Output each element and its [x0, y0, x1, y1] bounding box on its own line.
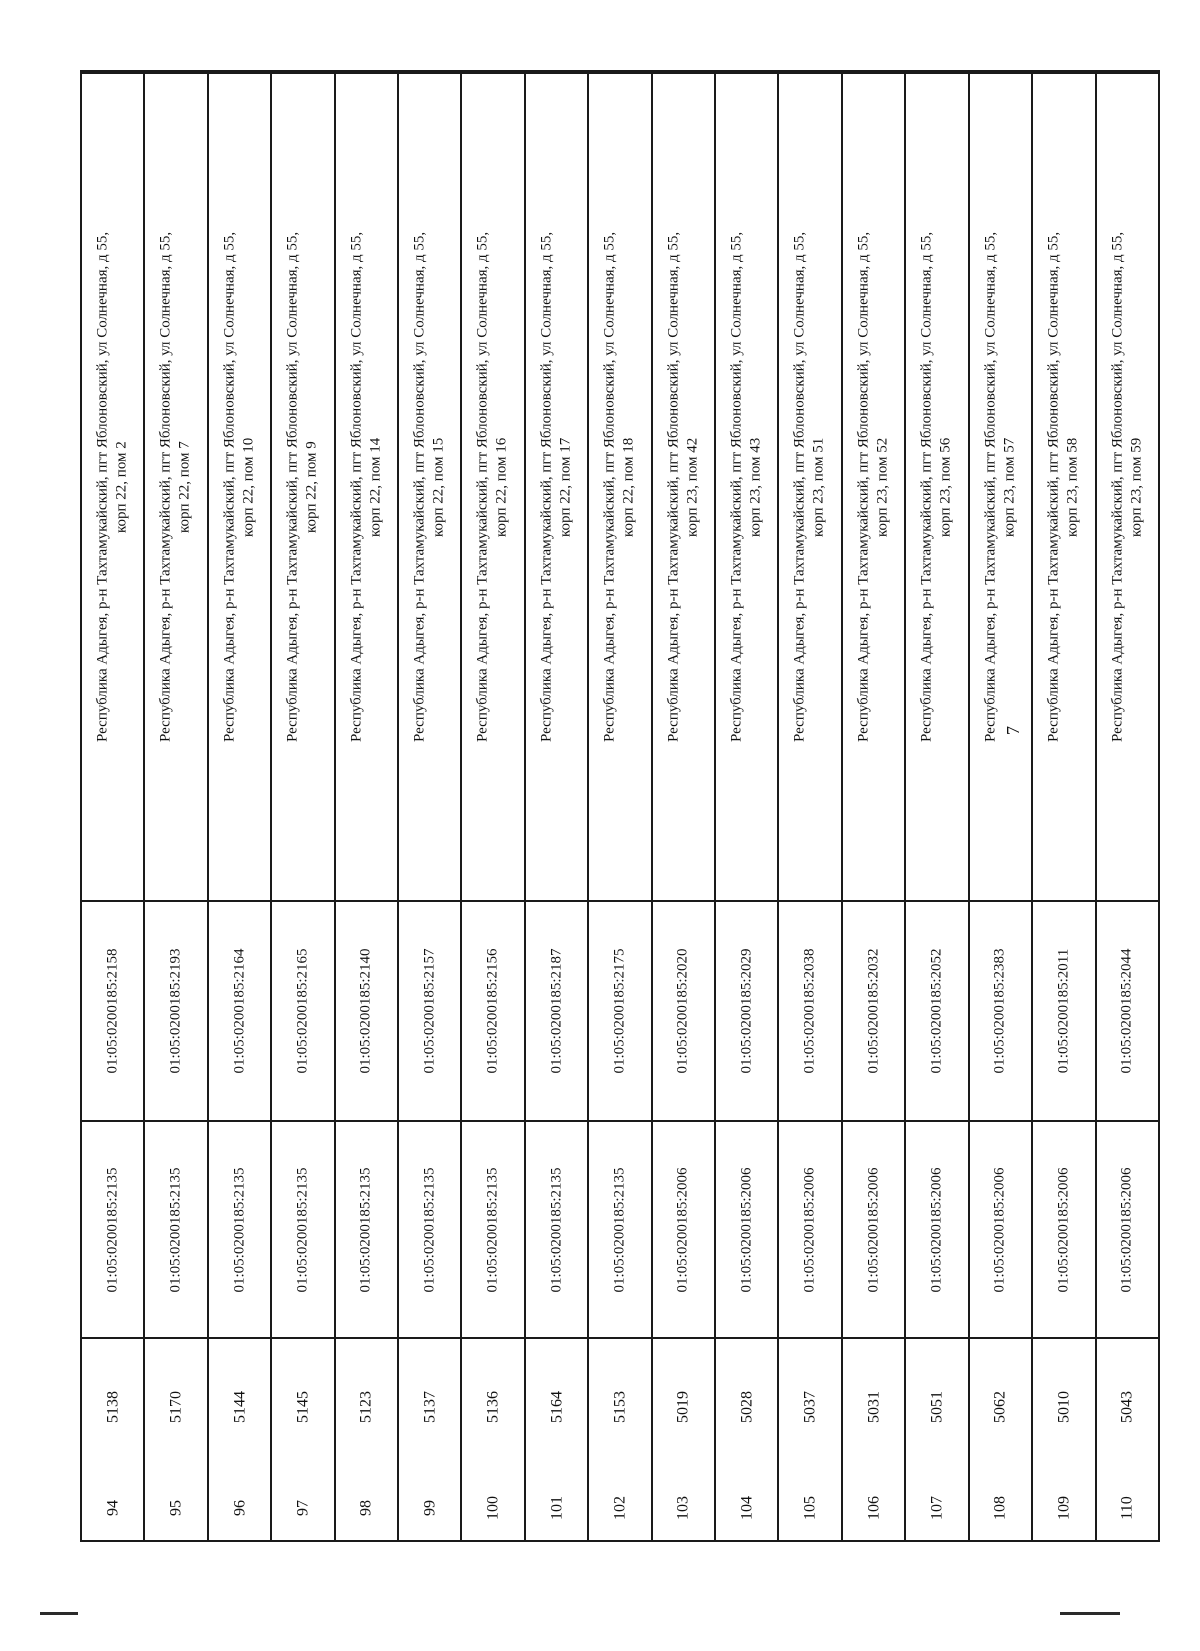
address-line-1: Республика Адыгея, р-н Тахтамукайский, пгт Яблоновский, ул Солнечная, д 55, [855, 231, 872, 743]
cadastral-number-cell [843, 900, 904, 1120]
address-cell [145, 72, 206, 900]
parent-cadastral-number-cell [272, 1120, 333, 1337]
address-text [340, 80, 393, 894]
cadastral-number-cell [906, 900, 967, 1120]
object-id: 5138 [104, 1391, 122, 1423]
address-line-2: корп 22, пом 16 [494, 437, 511, 537]
cadastral-number: 01:05:0200185:2140 [357, 948, 374, 1074]
cadastral-number: 01:05:0200185:2020 [674, 948, 691, 1074]
page-number: 7 [1003, 726, 1023, 735]
address-line-2: корп 23, пом 58 [1064, 437, 1081, 537]
object-id: 5153 [611, 1391, 629, 1423]
address-line-1: Республика Адыгея, р-н Тахтамукайский, пгт Яблоновский, ул Солнечная, д 55, [792, 231, 809, 743]
address-cell [906, 72, 967, 900]
object-id: 5170 [167, 1391, 185, 1423]
cadastral-number: 01:05:0200185:2029 [738, 948, 755, 1074]
cadastral-number: 01:05:0200185:2165 [294, 948, 311, 1074]
address-line-2: корп 22, пом 7 [177, 441, 194, 533]
address-text [86, 80, 139, 894]
parent-cadastral-number: 01:05:0200185:2006 [801, 1166, 818, 1293]
cadastral-number-cell [653, 900, 714, 1120]
property-table [80, 70, 1160, 1542]
row-number: 94 [104, 1499, 122, 1516]
parent-cadastral-number-cell [526, 1120, 587, 1337]
address-cell [209, 72, 270, 900]
address-cell [526, 72, 587, 900]
parent-cadastral-number-cell [779, 1120, 840, 1337]
address-cell [82, 72, 143, 900]
address-text [466, 80, 519, 894]
address-line-2: корп 22, пом 14 [367, 437, 384, 537]
address-cell [1033, 72, 1094, 900]
address-line-2: корп 23, пом 56 [937, 437, 954, 537]
cadastral-number-cell [589, 900, 650, 1120]
cadastral-number: 01:05:0200185:2156 [484, 948, 501, 1074]
object-id: 5137 [421, 1391, 439, 1423]
parent-cadastral-number-cell [1033, 1120, 1094, 1337]
table-row [716, 72, 779, 1540]
address-line-2: корп 22, пом 2 [113, 441, 130, 533]
parent-cadastral-number-cell [336, 1120, 397, 1337]
row-number-cell [653, 1475, 714, 1540]
parent-cadastral-number-cell [843, 1120, 904, 1337]
cadastral-number: 01:05:0200185:2193 [167, 948, 184, 1074]
address-cell [843, 72, 904, 900]
object-id-cell [589, 1337, 650, 1475]
row-number: 105 [801, 1495, 819, 1520]
object-id: 5019 [674, 1391, 692, 1423]
object-id: 5037 [801, 1391, 819, 1423]
cadastral-number: 01:05:0200185:2157 [421, 948, 438, 1074]
row-number: 106 [865, 1495, 883, 1520]
object-id-cell [336, 1337, 397, 1475]
parent-cadastral-number-cell [716, 1120, 777, 1337]
row-number: 98 [357, 1499, 375, 1516]
address-cell [272, 72, 333, 900]
object-id: 5010 [1055, 1391, 1073, 1423]
row-number: 109 [1055, 1495, 1073, 1520]
address-line-1: Республика Адыгея, р-н Тахтамукайский, пгт Яблоновский, ул Солнечная, д 55, [94, 231, 111, 743]
object-id: 5043 [1118, 1391, 1136, 1423]
address-text [974, 80, 1027, 894]
row-number: 110 [1118, 1495, 1136, 1520]
address-line-2: корп 23, пом 51 [811, 437, 828, 537]
row-number-cell [779, 1475, 840, 1540]
row-number-cell [82, 1475, 143, 1540]
row-number: 101 [548, 1495, 566, 1520]
table-row [1033, 72, 1096, 1540]
parent-cadastral-number-cell [1097, 1120, 1158, 1337]
row-number-cell [209, 1475, 270, 1540]
row-number-cell [906, 1475, 967, 1540]
object-id-cell [716, 1337, 777, 1475]
object-id: 5164 [548, 1391, 566, 1423]
object-id: 5145 [294, 1391, 312, 1423]
row-number-cell [399, 1475, 460, 1540]
parent-cadastral-number-cell [82, 1120, 143, 1337]
address-line-1: Республика Адыгея, р-н Тахтамукайский, пгт Яблоновский, ул Солнечная, д 55, [538, 231, 555, 743]
parent-cadastral-number: 01:05:0200185:2135 [357, 1166, 374, 1293]
cadastral-number: 01:05:0200185:2164 [231, 948, 248, 1074]
object-id: 5028 [738, 1391, 756, 1423]
cadastral-number: 01:05:0200185:2032 [865, 948, 882, 1074]
object-id-cell [970, 1337, 1031, 1475]
object-id: 5062 [991, 1391, 1009, 1423]
row-number: 107 [928, 1495, 946, 1520]
cadastral-number: 01:05:0200185:2052 [928, 948, 945, 1074]
object-id-cell [906, 1337, 967, 1475]
address-text [1037, 80, 1090, 894]
address-text [657, 80, 710, 894]
address-text [149, 80, 202, 894]
parent-cadastral-number-cell [970, 1120, 1031, 1337]
parent-cadastral-number-cell [589, 1120, 650, 1337]
parent-cadastral-number: 01:05:0200185:2006 [674, 1166, 691, 1293]
parent-cadastral-number-cell [906, 1120, 967, 1337]
row-number: 108 [991, 1495, 1009, 1520]
cadastral-number-cell [970, 900, 1031, 1120]
address-cell [336, 72, 397, 900]
parent-cadastral-number-cell [399, 1120, 460, 1337]
parent-cadastral-number: 01:05:0200185:2006 [991, 1166, 1008, 1293]
cadastral-number: 01:05:0200185:2011 [1055, 948, 1072, 1074]
parent-cadastral-number: 01:05:0200185:2006 [865, 1166, 882, 1293]
object-id-cell [399, 1337, 460, 1475]
address-line-1: Республика Адыгея, р-н Тахтамукайский, пгт Яблоновский, ул Солнечная, д 55, [411, 231, 428, 743]
object-id: 5031 [865, 1391, 883, 1423]
address-line-1: Республика Адыгея, р-н Тахтамукайский, пгт Яблоновский, ул Солнечная, д 55, [158, 231, 175, 743]
address-text [910, 80, 963, 894]
address-line-2: корп 23, пом 57 [1001, 437, 1018, 537]
parent-cadastral-number: 01:05:0200185:2135 [548, 1166, 565, 1293]
address-line-2: корп 22, пом 17 [557, 437, 574, 537]
object-id-cell [653, 1337, 714, 1475]
row-number: 97 [294, 1499, 312, 1516]
table-row [970, 72, 1033, 1540]
row-number-cell [589, 1475, 650, 1540]
object-id-cell [843, 1337, 904, 1475]
parent-cadastral-number: 01:05:0200185:2006 [1118, 1166, 1135, 1293]
address-line-1: Республика Адыгея, р-н Тахтамукайский, пгт Яблоновский, ул Солнечная, д 55, [601, 231, 618, 743]
object-id-cell [272, 1337, 333, 1475]
address-line-2: корп 22, пом 10 [240, 437, 257, 537]
address-line-2: корп 23, пом 52 [874, 437, 891, 537]
row-number-cell [272, 1475, 333, 1540]
row-number-cell [462, 1475, 523, 1540]
address-line-1: Республика Адыгея, р-н Тахтамукайский, пгт Яблоновский, ул Солнечная, д 55, [982, 231, 999, 743]
table-row [1097, 72, 1158, 1540]
object-id-cell [1097, 1337, 1158, 1475]
cadastral-number: 01:05:0200185:2038 [801, 948, 818, 1074]
cadastral-number: 01:05:0200185:2187 [548, 948, 565, 1074]
row-number: 102 [611, 1495, 629, 1520]
address-text [720, 80, 773, 894]
row-number-cell [526, 1475, 587, 1540]
address-cell [779, 72, 840, 900]
row-number: 104 [738, 1495, 756, 1520]
address-cell [1097, 72, 1158, 900]
row-number-cell [843, 1475, 904, 1540]
parent-cadastral-number: 01:05:0200185:2135 [294, 1166, 311, 1293]
address-text [593, 80, 646, 894]
row-number-cell [716, 1475, 777, 1540]
table-row [906, 72, 969, 1540]
cadastral-number-cell [145, 900, 206, 1120]
object-id: 5051 [928, 1391, 946, 1423]
address-line-1: Республика Адыгея, р-н Тахтамукайский, пгт Яблоновский, ул Солнечная, д 55, [284, 231, 301, 743]
object-id-cell [462, 1337, 523, 1475]
address-text [783, 80, 836, 894]
address-text [403, 80, 456, 894]
address-line-1: Республика Адыгея, р-н Тахтамукайский, пгт Яблоновский, ул Солнечная, д 55, [728, 231, 745, 743]
table-row [145, 72, 208, 1540]
address-line-2: корп 22, пом 9 [303, 441, 320, 533]
parent-cadastral-number: 01:05:0200185:2135 [484, 1166, 501, 1293]
object-id: 5123 [357, 1391, 375, 1423]
address-cell [589, 72, 650, 900]
table-row [653, 72, 716, 1540]
address-line-2: корп 22, пом 15 [430, 437, 447, 537]
address-line-2: корп 22, пом 18 [620, 437, 637, 537]
address-line-1: Республика Адыгея, р-н Тахтамукайский, пгт Яблоновский, ул Солнечная, д 55, [475, 231, 492, 743]
parent-cadastral-number: 01:05:0200185:2135 [167, 1166, 184, 1293]
cadastral-number-cell [399, 900, 460, 1120]
table-row [399, 72, 462, 1540]
address-line-1: Республика Адыгея, р-н Тахтамукайский, пгт Яблоновский, ул Солнечная, д 55, [1045, 231, 1062, 743]
address-line-2: корп 23, пом 59 [1128, 437, 1145, 537]
address-text [213, 80, 266, 894]
row-number-cell [970, 1475, 1031, 1540]
parent-cadastral-number: 01:05:0200185:2135 [421, 1166, 438, 1293]
cadastral-number-cell [526, 900, 587, 1120]
table-row [843, 72, 906, 1540]
table-row [272, 72, 335, 1540]
address-text [276, 80, 329, 894]
cadastral-number-cell [462, 900, 523, 1120]
object-id: 5136 [484, 1391, 502, 1423]
cadastral-number: 01:05:0200185:2175 [611, 948, 628, 1074]
cadastral-number-cell [336, 900, 397, 1120]
address-line-1: Республика Адыгея, р-н Тахтамукайский, пгт Яблоновский, ул Солнечная, д 55, [221, 231, 238, 743]
address-cell [653, 72, 714, 900]
row-number-cell [336, 1475, 397, 1540]
parent-cadastral-number-cell [653, 1120, 714, 1337]
parent-cadastral-number: 01:05:0200185:2006 [1055, 1166, 1072, 1293]
row-number: 95 [167, 1499, 185, 1516]
address-text [1101, 80, 1154, 894]
cadastral-number-cell [82, 900, 143, 1120]
table-row [526, 72, 589, 1540]
object-id: 5144 [231, 1391, 249, 1423]
cadastral-number: 01:05:0200185:2044 [1118, 948, 1135, 1074]
object-id-cell [82, 1337, 143, 1475]
address-line-2: корп 23, пом 42 [684, 437, 701, 537]
address-line-1: Республика Адыгея, р-н Тахтамукайский, пгт Яблоновский, ул Солнечная, д 55, [665, 231, 682, 743]
table-row [336, 72, 399, 1540]
parent-cadastral-number-cell [209, 1120, 270, 1337]
cadastral-number-cell [716, 900, 777, 1120]
table-row [462, 72, 525, 1540]
address-line-1: Республика Адыгея, р-н Тахтамукайский, пгт Яблоновский, ул Солнечная, д 55, [348, 231, 365, 743]
cadastral-number: 01:05:0200185:2383 [991, 948, 1008, 1074]
address-cell [716, 72, 777, 900]
address-text [530, 80, 583, 894]
row-number: 99 [421, 1499, 439, 1516]
cadastral-number-cell [209, 900, 270, 1120]
address-line-1: Республика Адыгея, р-н Тахтамукайский, пгт Яблоновский, ул Солнечная, д 55, [1109, 231, 1126, 743]
parent-cadastral-number: 01:05:0200185:2006 [738, 1166, 755, 1293]
table-row [209, 72, 272, 1540]
cadastral-number-cell [272, 900, 333, 1120]
table-row [589, 72, 652, 1540]
row-number: 100 [484, 1495, 502, 1520]
cadastral-number-cell [1097, 900, 1158, 1120]
row-number: 96 [231, 1499, 249, 1516]
address-line-2: корп 23, пом 43 [747, 437, 764, 537]
table-row [82, 72, 145, 1540]
row-number-cell [1097, 1475, 1158, 1540]
scan-artifact-left [40, 1612, 78, 1615]
address-cell [970, 72, 1031, 900]
row-number-cell [1033, 1475, 1094, 1540]
table-row [779, 72, 842, 1540]
cadastral-number-cell [779, 900, 840, 1120]
address-line-1: Республика Адыгея, р-н Тахтамукайский, пгт Яблоновский, ул Солнечная, д 55, [918, 231, 935, 743]
cadastral-number: 01:05:0200185:2158 [104, 948, 121, 1074]
parent-cadastral-number: 01:05:0200185:2006 [928, 1166, 945, 1293]
cadastral-number-cell [1033, 900, 1094, 1120]
address-cell [462, 72, 523, 900]
address-cell [399, 72, 460, 900]
object-id-cell [209, 1337, 270, 1475]
parent-cadastral-number: 01:05:0200185:2135 [231, 1166, 248, 1293]
object-id-cell [145, 1337, 206, 1475]
parent-cadastral-number-cell [145, 1120, 206, 1337]
parent-cadastral-number: 01:05:0200185:2135 [104, 1166, 121, 1293]
object-id-cell [779, 1337, 840, 1475]
row-number-cell [145, 1475, 206, 1540]
object-id-cell [1033, 1337, 1094, 1475]
scan-artifact-right [1060, 1612, 1120, 1615]
parent-cadastral-number-cell [462, 1120, 523, 1337]
address-text [847, 80, 900, 894]
object-id-cell [526, 1337, 587, 1475]
row-number: 103 [674, 1495, 692, 1520]
parent-cadastral-number: 01:05:0200185:2135 [611, 1166, 628, 1293]
